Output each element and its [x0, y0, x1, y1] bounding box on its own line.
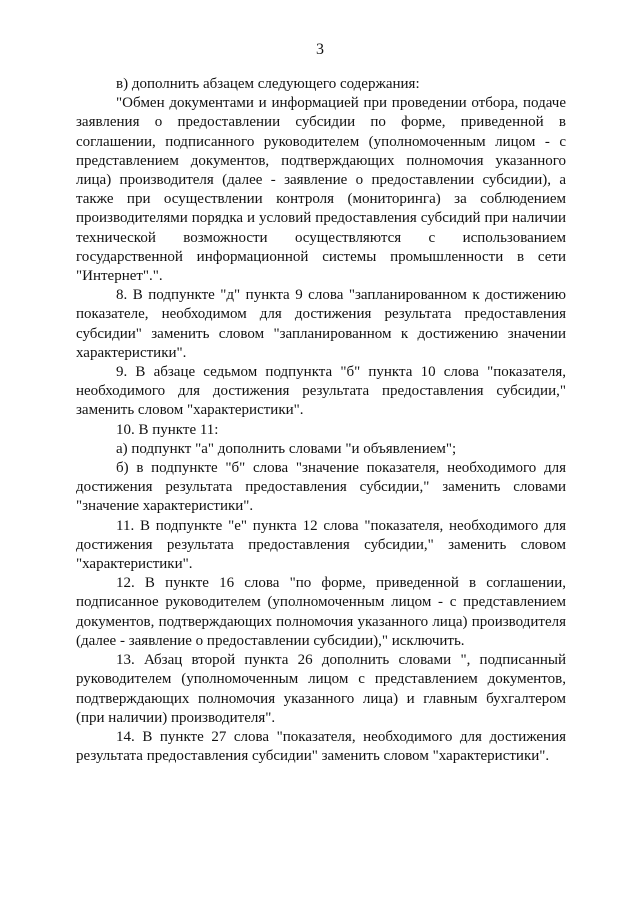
- paragraph-item-14: 14. В пункте 27 слова "показателя, необходимого для достижения результата предоставления субсидии" заменить словом "характеристики".: [76, 728, 566, 765]
- page-number: 3: [316, 41, 324, 58]
- paragraph-item-11: 11. В подпункте "е" пункта 12 слова "показателя, необходимого для достижения результата предоставления субсидии," заменить словом "характеристики".: [76, 517, 566, 573]
- paragraph-item-10b: б) в подпункте "б" слова "значение показателя, необходимого для достижения результата предоставления субсидии," заменить словами "значение характеристики".: [76, 460, 566, 515]
- paragraph-intro: в) дополнить абзацем следующего содержания:: [116, 76, 420, 92]
- paragraph-item-12: 12. В пункте 16 слова "по форме, приведенной в соглашении, подписанное руководителем (уполномоченным лицом - с представлением документов, подтверждающих полномочия указанного лица) производителя (далее - заявление о предоставлении субсидии)," исключить.: [76, 575, 566, 649]
- document-body: [76, 75, 566, 766]
- paragraph-item-10a: а) подпункт "а" дополнить словами "и объявлением";: [116, 440, 457, 457]
- paragraph-item-9: 9. В абзаце седьмом подпункта "б" пункта 10 слова "показателя, необходимого для достижения результата предоставления субсидии," заменить словом "характеристики".: [76, 364, 566, 419]
- paragraph-item-8: 8. В подпункте "д" пункта 9 слова "запланированном к достижению показателе, необходимом для достижения результата предоставления субсидии" заменить словом "запланированном к достижению значении характеристики".: [76, 287, 566, 361]
- paragraph-item-13: 13. Абзац второй пункта 26 дополнить словами ", подписанный руководителем (уполномоченным лицом с представлением документов, подтверждающих полномочия указанного лица) и главным бухгалтером (при наличии) производителя".: [76, 652, 566, 726]
- paragraph-item-10: 10. В пункте 11:: [116, 421, 219, 438]
- paragraph-quoted-addition: "Обмен документами и информацией при проведении отбора, подаче заявления о предоставлении субсидии по форме, приведенной в соглашении, подписанного руководителем (уполномоченным лицом - с представлением документов, подтверждающих полномочия указанного лица) производителя (далее - заявление о предоставлении субсидии), а также при осуществлении контроля (мониторинга) за соблюдением производителями порядка и условий предоставления субсидий при наличии технической возможности осуществляются с использованием государственной информационной системы промышленности в сети "Интернет".".: [76, 95, 566, 285]
